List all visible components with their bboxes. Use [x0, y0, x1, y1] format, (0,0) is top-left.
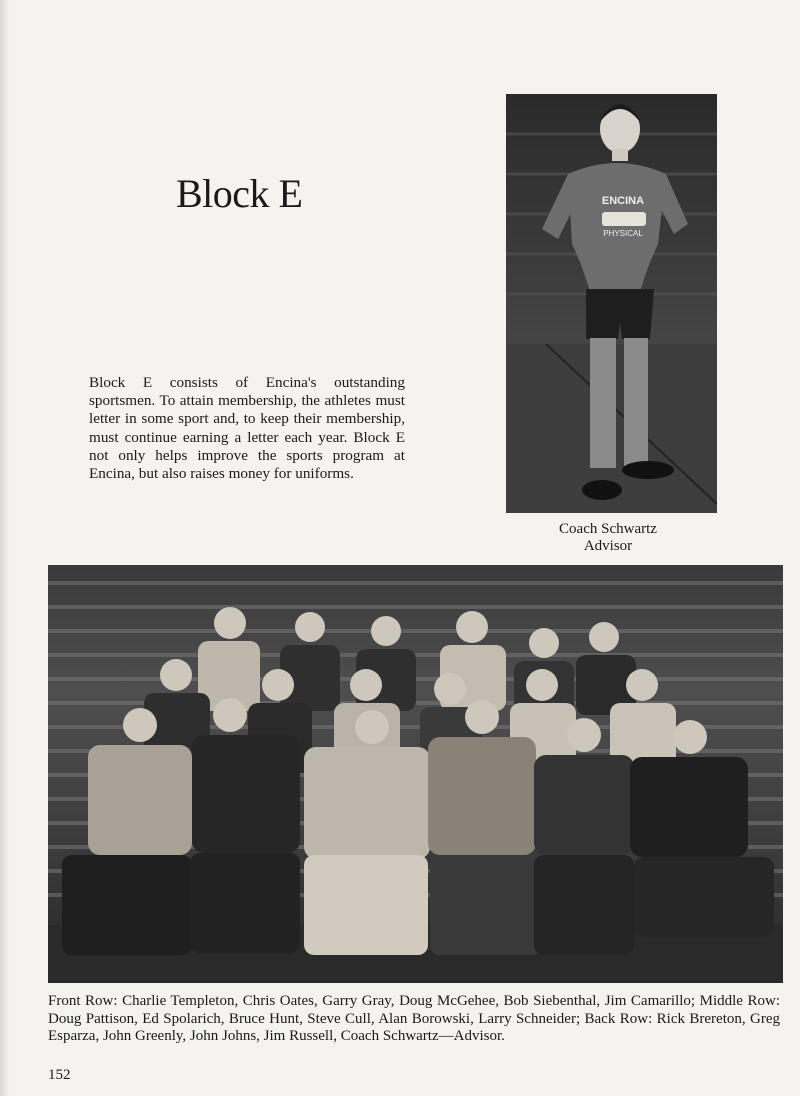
page-number: 152: [48, 1067, 71, 1083]
coach-photo: [506, 94, 717, 513]
coach-caption-name: Coach Schwartz: [559, 521, 657, 537]
page-binding-edge: [0, 0, 10, 1096]
page-title: Block E: [176, 170, 303, 216]
coach-caption-role: Advisor: [583, 538, 633, 554]
svg-text:ENCINA: ENCINA: [601, 195, 645, 207]
group-photo: [48, 565, 783, 983]
group-photo-names-caption: Front Row: Charlie Templeton, Chris Oates, Garry Gray, Doug McGehee, Bob Siebenthal, Jim Camarillo; Middle Row: Doug Pattison, Ed Spolarich, Bruce Hunt, Steve Cull, Alan Borowski, Larry Schneider; Back Row: Rick Brereton, Greg Esparza, John Greenly, John Johns, Jim Russell, Coach Schwartz—Advisor.: [48, 993, 780, 1045]
svg-text:PHYSICAL: PHYSICAL: [603, 229, 643, 238]
coach-photo-caption: [520, 521, 696, 555]
intro-paragraph: Block E consists of Encina's outstanding sportsmen. To attain membership, the athletes must letter in some sport and, to keep their membership, must continue earning a letter each year. Block E not only helps improve the sports program at Encina, but also raises money for uniforms.: [89, 374, 405, 483]
